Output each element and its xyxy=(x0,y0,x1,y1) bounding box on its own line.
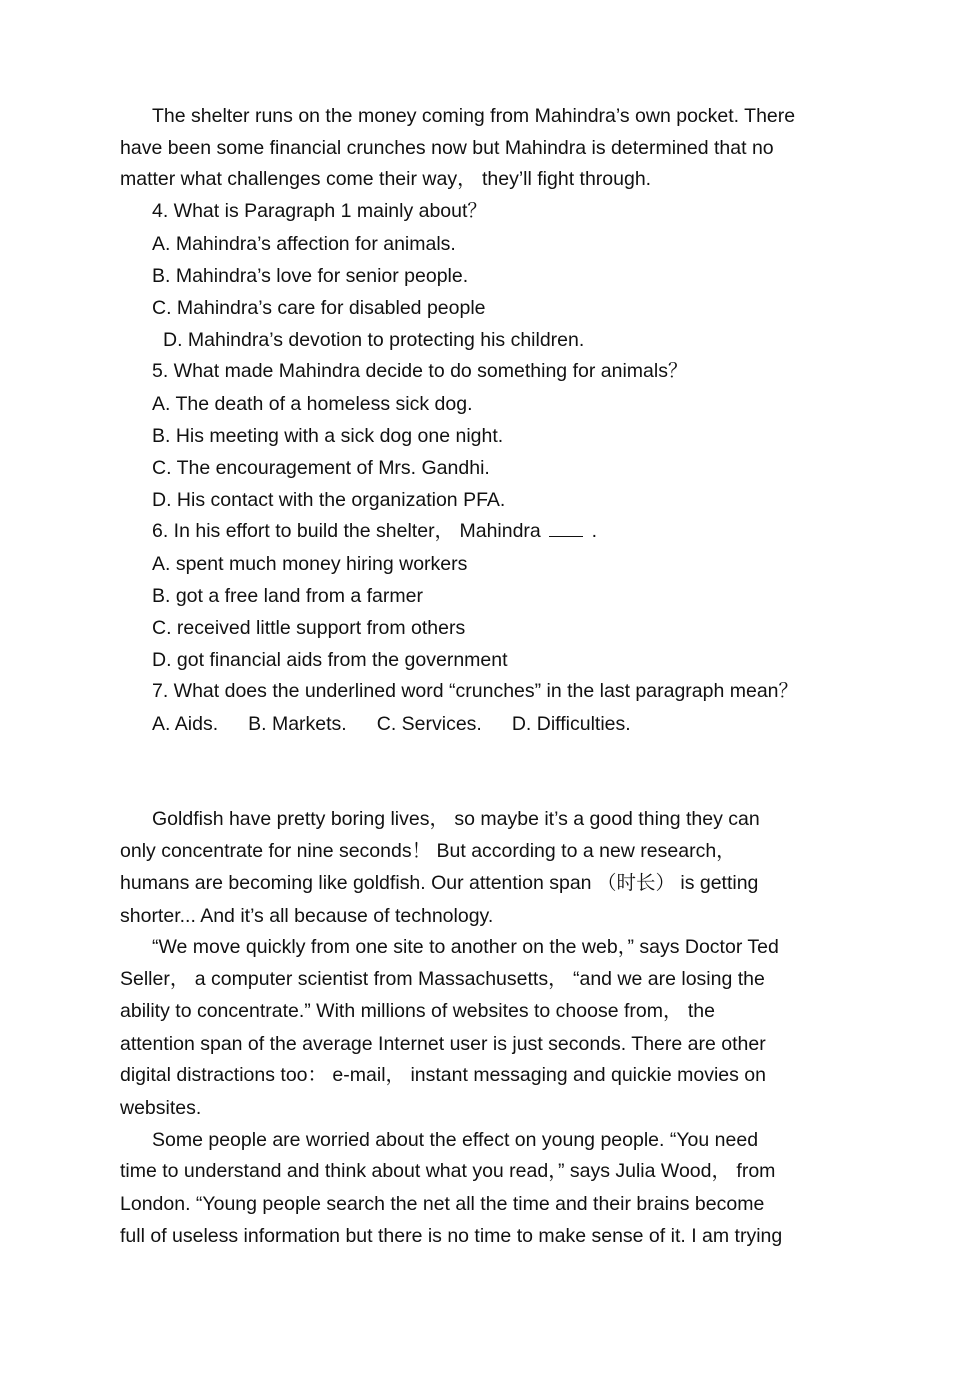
text-line: full of useless information but there is no time to make sense of it. I am trying xyxy=(120,1225,783,1247)
question-7-stem: 7. What does the underlined word “crunches” in the last paragraph mean？ xyxy=(152,680,799,702)
text-line: digital distractions too： e-mail， instant messaging and quickie movies on xyxy=(120,1064,766,1086)
text-line: attention span of the average Internet user is just seconds. There are other xyxy=(120,1033,766,1055)
question-5-option-a: A. The death of a homeless sick dog. xyxy=(152,393,473,415)
question-4-option-c: C. Mahindra’s care for disabled people xyxy=(152,297,486,319)
text-line: Seller， a computer scientist from Massachusetts， “and we are losing the xyxy=(120,968,765,990)
question-7-option-d: D. Difficulties. xyxy=(511,713,631,735)
question-6-option-b: B. got a free land from a farmer xyxy=(152,585,423,607)
text-line: websites. xyxy=(120,1097,202,1119)
question-7-options xyxy=(152,712,631,736)
text-line: Goldfish have pretty boring lives， so maybe it’s a good thing they can xyxy=(152,808,760,830)
answer-blank xyxy=(549,522,583,537)
question-6-stem-end: . xyxy=(591,520,598,542)
question-4-option-a: A. Mahindra’s affection for animals. xyxy=(152,233,456,255)
text-line: The shelter runs on the money coming from Mahindra’s own pocket. There xyxy=(152,105,796,127)
text-line: Some people are worried about the effect on young people. “You need xyxy=(152,1129,759,1151)
question-4-option-b: B. Mahindra’s love for senior people. xyxy=(152,265,469,287)
text-line: London. “Young people search the net all the time and their brains become xyxy=(120,1193,765,1215)
question-7-option-b: B. Markets. xyxy=(248,713,347,735)
text-line: “We move quickly from one site to another on the web，” says Doctor Ted xyxy=(152,936,779,958)
text-line: have been some financial crunches now but Mahindra is determined that no xyxy=(120,137,774,159)
question-6-option-d: D. got financial aids from the government xyxy=(152,649,508,671)
question-6-option-a: A. spent much money hiring workers xyxy=(152,553,468,575)
question-5-stem: 5. What made Mahindra decide to do something for animals？ xyxy=(152,360,688,382)
text-line: shorter... And it’s all because of technology. xyxy=(120,905,494,927)
question-6-option-c: C. received little support from others xyxy=(152,617,466,639)
text-line: humans are becoming like goldfish. Our attention span （时长） is getting xyxy=(120,872,759,894)
text-line: ability to concentrate.” With millions of websites to choose from， the xyxy=(120,1000,715,1022)
question-4-stem: 4. What is Paragraph 1 mainly about？ xyxy=(152,200,487,222)
question-5-option-d: D. His contact with the organization PFA. xyxy=(152,489,506,511)
question-5-option-c: C. The encouragement of Mrs. Gandhi. xyxy=(152,457,490,479)
question-6-stem xyxy=(152,519,597,543)
question-7-option-c: C. Services. xyxy=(376,713,482,735)
question-6-stem-text: 6. In his effort to build the shelter， Mahindra xyxy=(152,520,541,542)
text-line: only concentrate for nine seconds！ But according to a new research， xyxy=(120,840,736,862)
text-line: matter what challenges come their way， they’ll fight through. xyxy=(120,168,652,190)
text-line: time to understand and think about what you read，” says Julia Wood， from xyxy=(120,1160,776,1182)
question-7-option-a: A. Aids. xyxy=(152,713,219,735)
question-5-option-b: B. His meeting with a sick dog one night. xyxy=(152,425,504,447)
question-4-option-d: D. Mahindra’s devotion to protecting his children. xyxy=(163,329,585,351)
